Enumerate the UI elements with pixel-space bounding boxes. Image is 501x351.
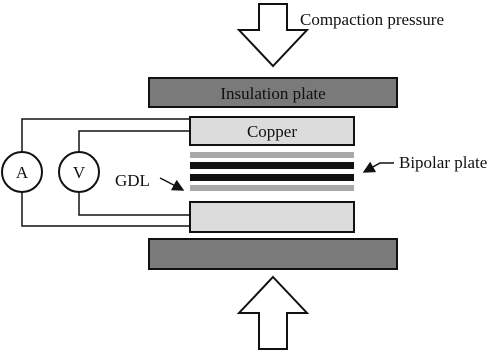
bipolar-pointer-arrow — [364, 163, 394, 172]
bipolar-layer-2 — [190, 174, 354, 181]
voltmeter-wire-bottom — [79, 192, 190, 215]
top-pressure-arrow — [239, 4, 307, 66]
copper-label: Copper — [246, 122, 298, 141]
gdl-layer-top — [190, 152, 354, 158]
ammeter-wire-bottom — [22, 192, 190, 226]
gdl-pointer-arrow — [160, 178, 183, 190]
gdl-label: GDL — [115, 171, 150, 190]
copper-plate-bottom — [190, 202, 354, 232]
ammeter-label: A — [15, 163, 29, 182]
bottom-pressure-arrow — [239, 277, 307, 349]
gdl-layer-bottom — [190, 185, 354, 191]
compaction-pressure-label: Compaction pressure — [300, 10, 444, 29]
ammeter-wire-top — [22, 119, 190, 152]
voltmeter-wire-top — [79, 131, 190, 152]
bipolar-plate-label: Bipolar plate — [399, 153, 488, 172]
insulation-plate-label: Insulation plate — [220, 84, 326, 103]
voltmeter-label: V — [72, 163, 86, 182]
insulation-plate-bottom — [149, 239, 397, 269]
bipolar-layer-1 — [190, 162, 354, 169]
